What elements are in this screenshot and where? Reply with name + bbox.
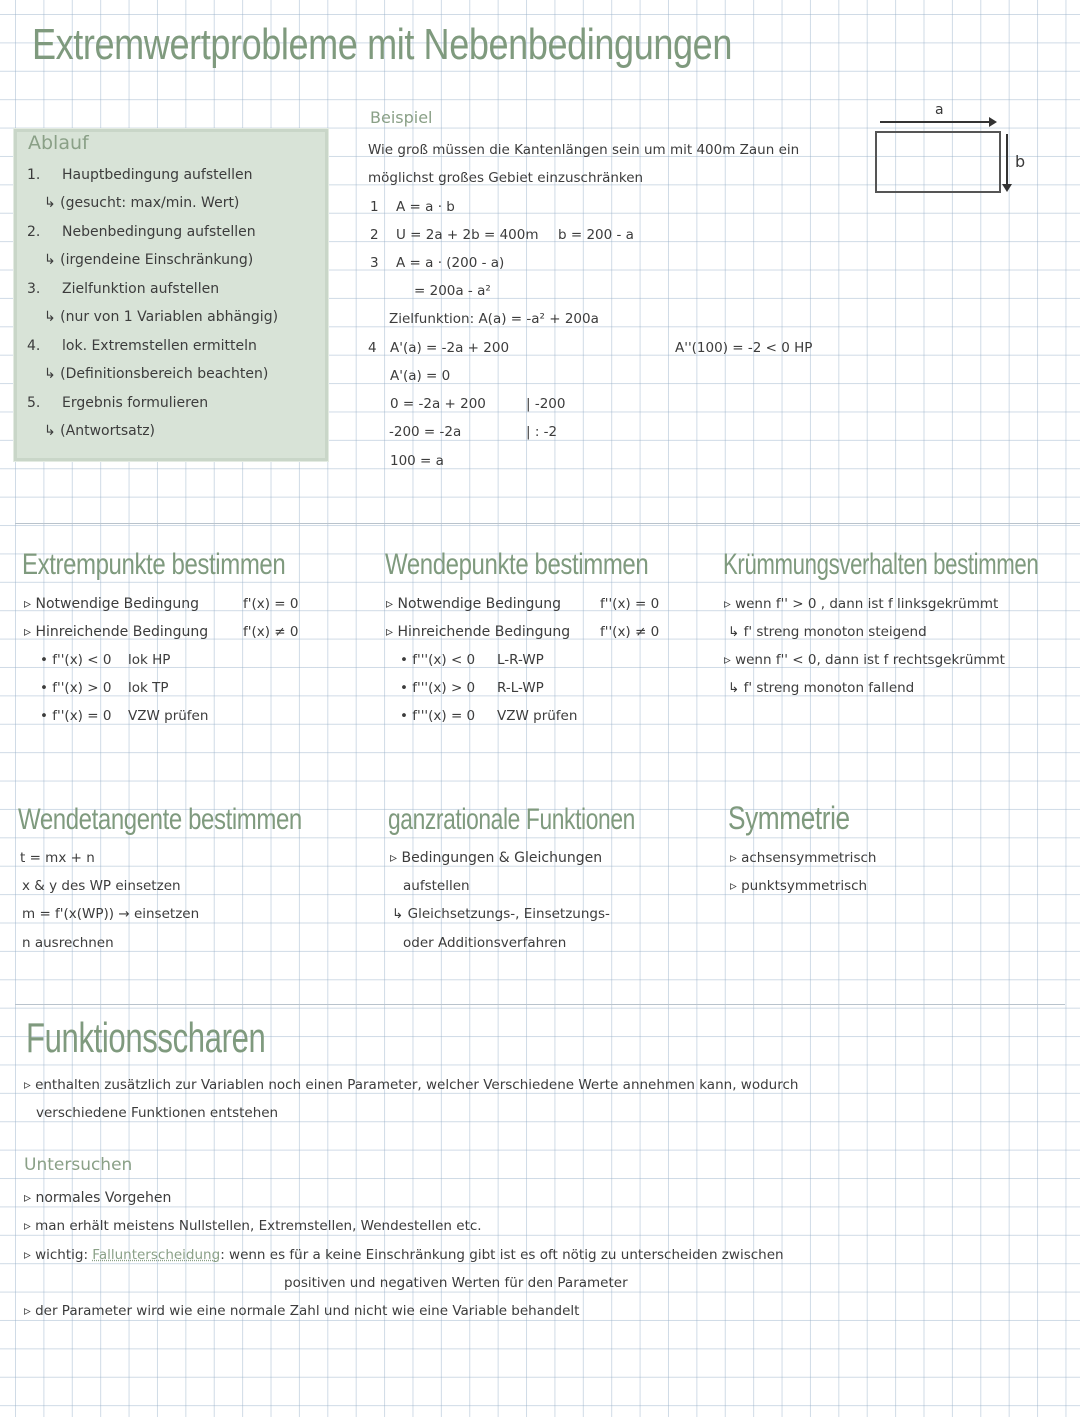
beispiel-line-8: 0 = -2a + 200: [390, 396, 486, 412]
untersuchen-bullet-3-prefix: ▹ wichtig:: [24, 1247, 88, 1263]
untersuchen-bullet-4: ▹ der Parameter wird wie eine normale Zahl und nicht wie eine Variable behandelt: [24, 1303, 580, 1319]
untersuchen-bullet-3: [24, 1241, 784, 1269]
beispiel-line-1-num: 1: [370, 199, 379, 215]
beispiel-line-2-num: 2: [370, 227, 379, 243]
page-title: Extremwertprobleme mit Nebenbedingungen: [32, 20, 732, 69]
wendetangente-line-2: x & y des WP einsetzen: [22, 878, 181, 894]
arrow-down-icon: [1006, 134, 1008, 190]
beispiel-line-1: A = a · b: [396, 199, 455, 215]
ablauf-step-1-num: 1.: [27, 167, 41, 183]
ablauf-step-3-text: Zielfunktion aufstellen: [62, 281, 220, 297]
rectangle-sketch: [875, 131, 1001, 193]
beispiel-line-9: -200 = -2a: [389, 424, 462, 440]
wendetangente-line-4: n ausrechnen: [22, 935, 114, 951]
untersuchen-bullet-3-cont: positiven und negativen Werten für den Parameter: [284, 1275, 628, 1291]
beispiel-line-5: Zielfunktion: A(a) = -a² + 200a: [389, 311, 599, 327]
arrow-right-icon: [880, 121, 995, 123]
ablauf-step-1-text: Hauptbedingung aufstellen: [62, 167, 253, 183]
beispiel-question-line2: möglichst großes Gebiet einzuschränken: [368, 170, 644, 186]
wendepunkte-line1-cond: f''(x) = 0: [600, 596, 660, 612]
ablauf-step-4-text: lok. Extremstellen ermitteln: [62, 338, 257, 354]
kruemmung-title: Krümmungsverhalten bestimmen: [723, 548, 1039, 581]
wendetangente-line-1: t = mx + n: [20, 850, 95, 866]
wendepunkte-line2-cond: f''(x) ≠ 0: [600, 624, 660, 640]
ablauf-step-2-sub: ↳ (irgendeine Einschränkung): [44, 252, 254, 268]
wendetangente-title: Wendetangente bestimmen: [18, 803, 302, 836]
ablauf-step-5-text: Ergebnis formulieren: [62, 395, 209, 411]
beispiel-line-2: U = 2a + 2b = 400m: [396, 227, 539, 243]
ablauf-step-1-sub: ↳ (gesucht: max/min. Wert): [44, 195, 240, 211]
beispiel-line-8-extra: | -200: [526, 396, 566, 412]
wendepunkte-line1: ▹ Notwendige Bedingung: [386, 596, 562, 612]
kruemmung-line-2: ↳ f' streng monoton steigend: [728, 624, 927, 640]
beispiel-heading: Beispiel: [370, 108, 433, 127]
section-divider-2: [15, 1004, 1065, 1005]
funktionsscharen-intro-2: verschiedene Funktionen entstehen: [36, 1105, 279, 1121]
symmetrie-line-2: ▹ punktsymmetrisch: [730, 878, 868, 894]
kruemmung-line-4: ↳ f' streng monoton fallend: [728, 680, 915, 696]
ablauf-step-4-num: 4.: [27, 338, 41, 354]
wendepunkte-case-2: • f'''(x) > 0: [400, 680, 476, 696]
untersuchen-bullet-2: ▹ man erhält meistens Nullstellen, Extremstellen, Wendestellen etc.: [24, 1218, 482, 1234]
extrempunkte-case-1: • f''(x) < 0: [40, 652, 112, 668]
ablauf-step-5-sub: ↳ (Antwortsatz): [44, 423, 156, 439]
ablauf-step-3-num: 3.: [27, 281, 41, 297]
beispiel-question-line1: Wie groß müssen die Kantenlängen sein um mit 400m Zaun ein: [368, 142, 800, 158]
beispiel-line-10: 100 = a: [390, 453, 444, 469]
funktionsscharen-intro-1: ▹ enthalten zusätzlich zur Variablen noch einen Parameter, welcher Verschiedene Werte annehmen kann, wodurch: [24, 1077, 799, 1093]
funktionsscharen-title: Funktionsscharen: [26, 1014, 266, 1061]
extrempunkte-line1: ▹ Notwendige Bedingung: [24, 596, 200, 612]
symmetrie-line-1: ▹ achsensymmetrisch: [730, 850, 877, 866]
ablauf-step-4-sub: ↳ (Definitionsbereich beachten): [44, 366, 269, 382]
wendetangente-line-3: m = f'(x(WP)) → einsetzen: [22, 906, 200, 922]
beispiel-line-6-extra: A''(100) = -2 < 0 HP: [675, 340, 813, 356]
label-a: a: [935, 102, 944, 118]
ablauf-step-5-num: 5.: [27, 395, 41, 411]
extrempunkte-case-3-result: VZW prüfen: [128, 708, 209, 724]
extrempunkte-line2: ▹ Hinreichende Bedingung: [24, 624, 209, 640]
ablauf-step-2-num: 2.: [27, 224, 41, 240]
wendepunkte-case-3: • f'''(x) = 0: [400, 708, 476, 724]
extrempunkte-title: Extrempunkte bestimmen: [22, 548, 286, 581]
wendepunkte-case-2-result: R-L-WP: [497, 680, 544, 696]
section-divider: [15, 523, 1080, 524]
ablauf-step-2-text: Nebenbedingung aufstellen: [62, 224, 256, 240]
beispiel-line-6-num: 4: [368, 340, 377, 356]
ganzrational-line-4: oder Additionsverfahren: [403, 935, 567, 951]
ganzrational-line-1: ▹ Bedingungen & Gleichungen: [390, 850, 603, 866]
wendepunkte-line2: ▹ Hinreichende Bedingung: [386, 624, 571, 640]
ablauf-heading: Ablauf: [28, 132, 89, 154]
beispiel-line-3-num: 3: [370, 255, 379, 271]
beispiel-line-3: A = a · (200 - a): [396, 255, 505, 271]
ablauf-step-3-sub: ↳ (nur von 1 Variablen abhängig): [44, 309, 279, 325]
untersuchen-bullet-1: ▹ normales Vorgehen: [24, 1190, 172, 1206]
extrempunkte-case-2-result: lok TP: [128, 680, 169, 696]
beispiel-line-4: = 200a - a²: [414, 283, 491, 299]
wendepunkte-case-1-result: L-R-WP: [497, 652, 544, 668]
extrempunkte-case-1-result: lok HP: [128, 652, 171, 668]
label-b: b: [1015, 152, 1026, 171]
ganzrational-line-2: aufstellen: [403, 878, 470, 894]
kruemmung-line-1: ▹ wenn f'' > 0 , dann ist f linksgekrümmt: [724, 596, 999, 612]
fallunterscheidung-highlight: Fallunterscheidung: [92, 1247, 221, 1263]
wendepunkte-case-3-result: VZW prüfen: [497, 708, 578, 724]
untersuchen-bullet-3-rest: : wenn es für a keine Einschränkung gibt ist es oft nötig zu unterscheiden zwischen: [220, 1247, 784, 1263]
wendepunkte-title: Wendepunkte bestimmen: [385, 548, 649, 581]
extrempunkte-case-3: • f''(x) = 0: [40, 708, 112, 724]
beispiel-line-6: A'(a) = -2a + 200: [390, 340, 510, 356]
beispiel-line-9-extra: | : -2: [526, 424, 558, 440]
wendepunkte-case-1: • f'''(x) < 0: [400, 652, 476, 668]
untersuchen-heading: Untersuchen: [24, 1155, 133, 1175]
symmetrie-title: Symmetrie: [728, 800, 850, 836]
extrempunkte-case-2: • f''(x) > 0: [40, 680, 112, 696]
extrempunkte-line2-cond: f'(x) ≠ 0: [243, 624, 299, 640]
ganzrational-title: ganzrationale Funktionen: [388, 803, 635, 836]
beispiel-line-7: A'(a) = 0: [390, 368, 451, 384]
ganzrational-line-3: ↳ Gleichsetzungs-, Einsetzungs-: [392, 906, 610, 922]
beispiel-line-2-extra: b = 200 - a: [558, 227, 634, 243]
extrempunkte-line1-cond: f'(x) = 0: [243, 596, 299, 612]
kruemmung-line-3: ▹ wenn f'' < 0, dann ist f rechtsgekrümmt: [724, 652, 1005, 668]
